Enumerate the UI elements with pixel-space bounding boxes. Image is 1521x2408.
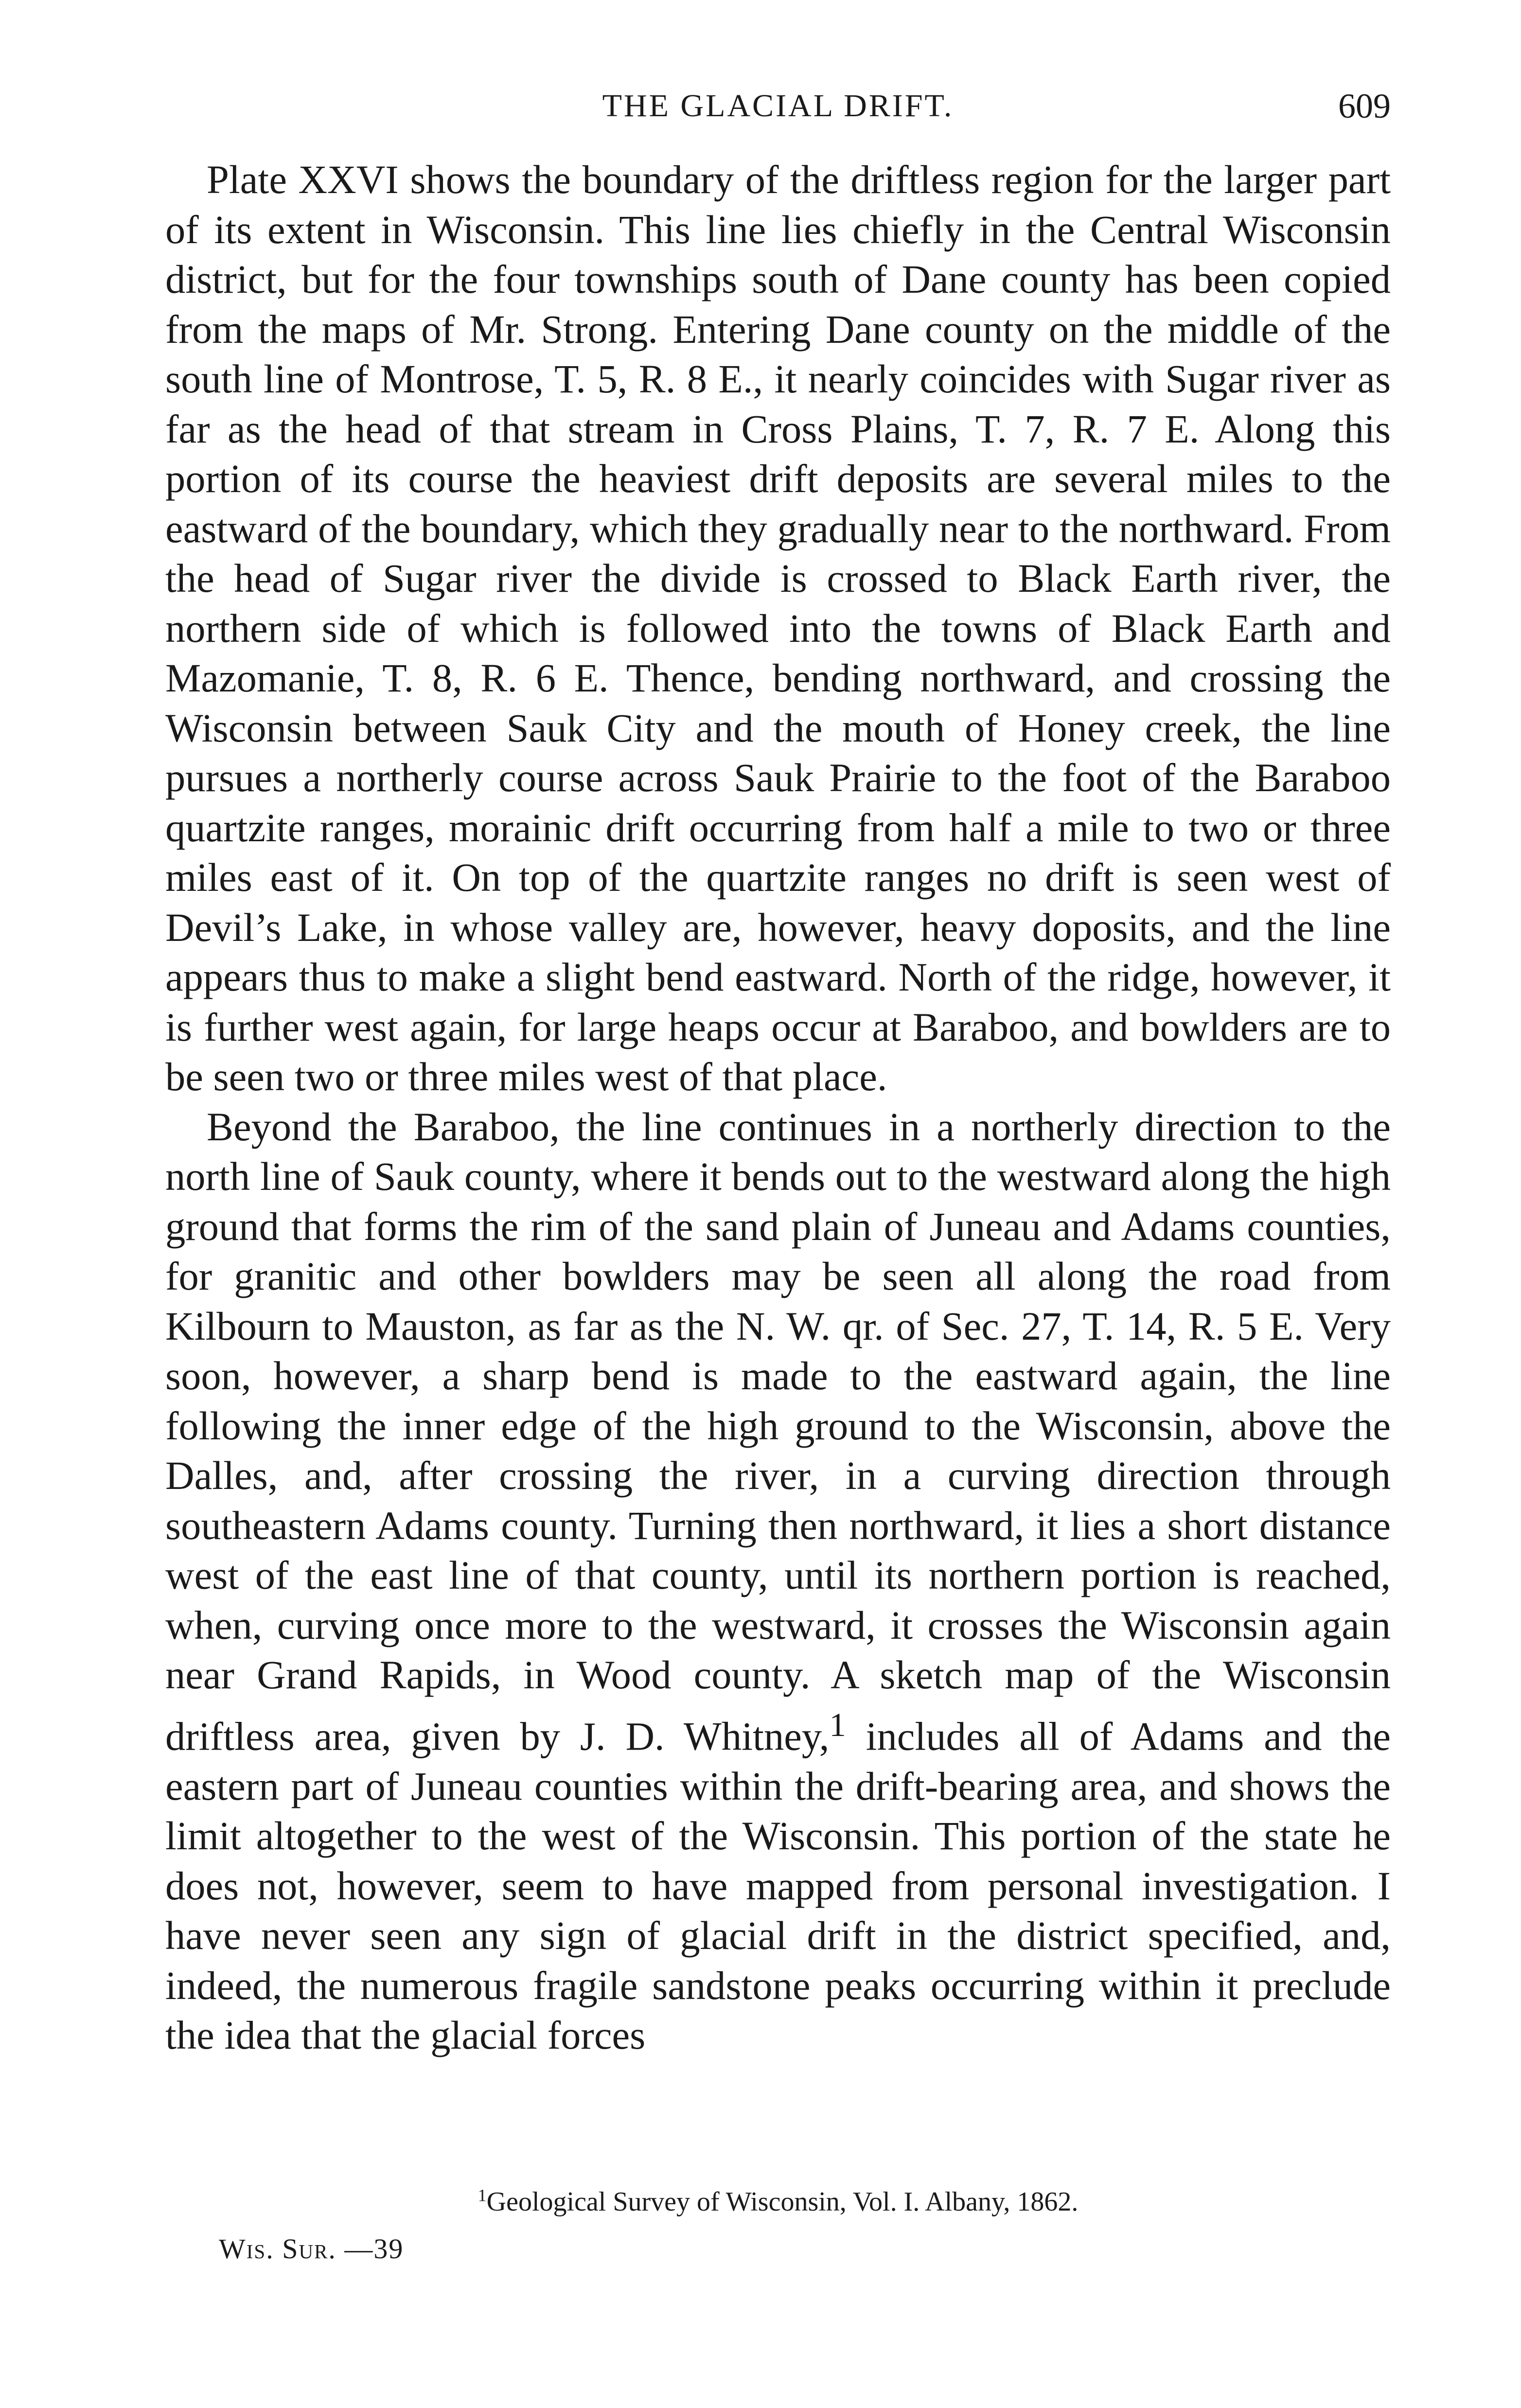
paragraph-1: Plate XXVI shows the boundary of the driftless region for the larger part of its extent in Wisconsin. This line lies chiefly in the Central Wisconsin district, but for the four townships south of Dane county has been copied from the maps of Mr. Strong. Entering Dane county on the middle of the south line of Montrose, T. 5, R. 8 E., it nearly coincides with Sugar river as far as the head of that stream in Cross Plains, T. 7, R. 7 E. Along this portion of its course the heaviest drift deposits are several miles to the eastward of the boundary, which they gradually near to the northward. From the head of Sugar river the divide is crossed to Black Earth river, the northern side of which is followed into the towns of Black Earth and Mazomanie, T. 8, R. 6 E. Thence, bending northward, and crossing the Wisconsin between Sauk City and the mouth of Honey creek, the line pursues a northerly course across Sauk Prairie to the foot of the Baraboo quartzite ranges, morainic drift occurring from half a mile to two or three miles east of it. On top of the quartzite ranges no drift is seen west of Devil’s Lake, in whose valley are, however, heavy doposits, and the line appears thus to make a slight bend eastward. North of the ridge, however, it is further west again, for large heaps occur at Baraboo, and bowlders are to be seen two or three miles west of that place. [165,157,1391,1099]
footnote-marker: 1 [478,2185,487,2205]
footnote-reference: 1 [829,1706,846,1743]
running-head [165,82,1391,130]
paragraph-2-part-b: includes all of Adams and the eastern part of Juneau counties within the drift-bearing area, and shows the limit altogether to the west of the Wisconsin. This portion of the state he does not, however, seem to have mapped from personal investigation. I have never seen any sign of glacial drift in the district specified, and, indeed, the numerous fragile sandstone peaks occurring within it preclude the idea that the glacial forces [165,1714,1391,2057]
paragraph-2-part-a: Beyond the Baraboo, the line continues in a northerly direction to the north line of Sauk county, where it bends out to the westward along the high ground that forms the rim of the sand plain of Juneau and Adams counties, for granitic and other bowlders may be seen all along the road from Kilbourn to Mauston, as far as the N. W. qr. of Sec. 27, T. 14, R. 5 E. Very soon, however, a sharp bend is made to the eastward again, the line following the inner edge of the high ground to the Wisconsin, above the Dalles, and, after crossing the river, in a curving direction through southeastern Adams county. Turning then northward, it lies a short distance west of the east line of that county, until its northern portion is reached, when, curving once more to the westward, it crosses the Wisconsin again near Grand Rapids, in Wood county. A sketch map of the Wisconsin driftless area, given by J. D. Whitney, [165,1104,1391,1758]
footnote [165,2182,1391,2221]
signature-mark [219,2230,404,2268]
body-text [165,155,1391,2173]
signature-sheet: —39 [344,2233,404,2265]
page-number: 609 [1338,87,1391,125]
paragraph-2 [165,1102,1391,2060]
signature-abbr: Wis. Sur. [219,2233,336,2265]
running-title: THE GLACIAL DRIFT. [602,88,954,124]
footnote-text: Geological Survey of Wisconsin, Vol. I. Albany, 1862. [486,2187,1079,2217]
